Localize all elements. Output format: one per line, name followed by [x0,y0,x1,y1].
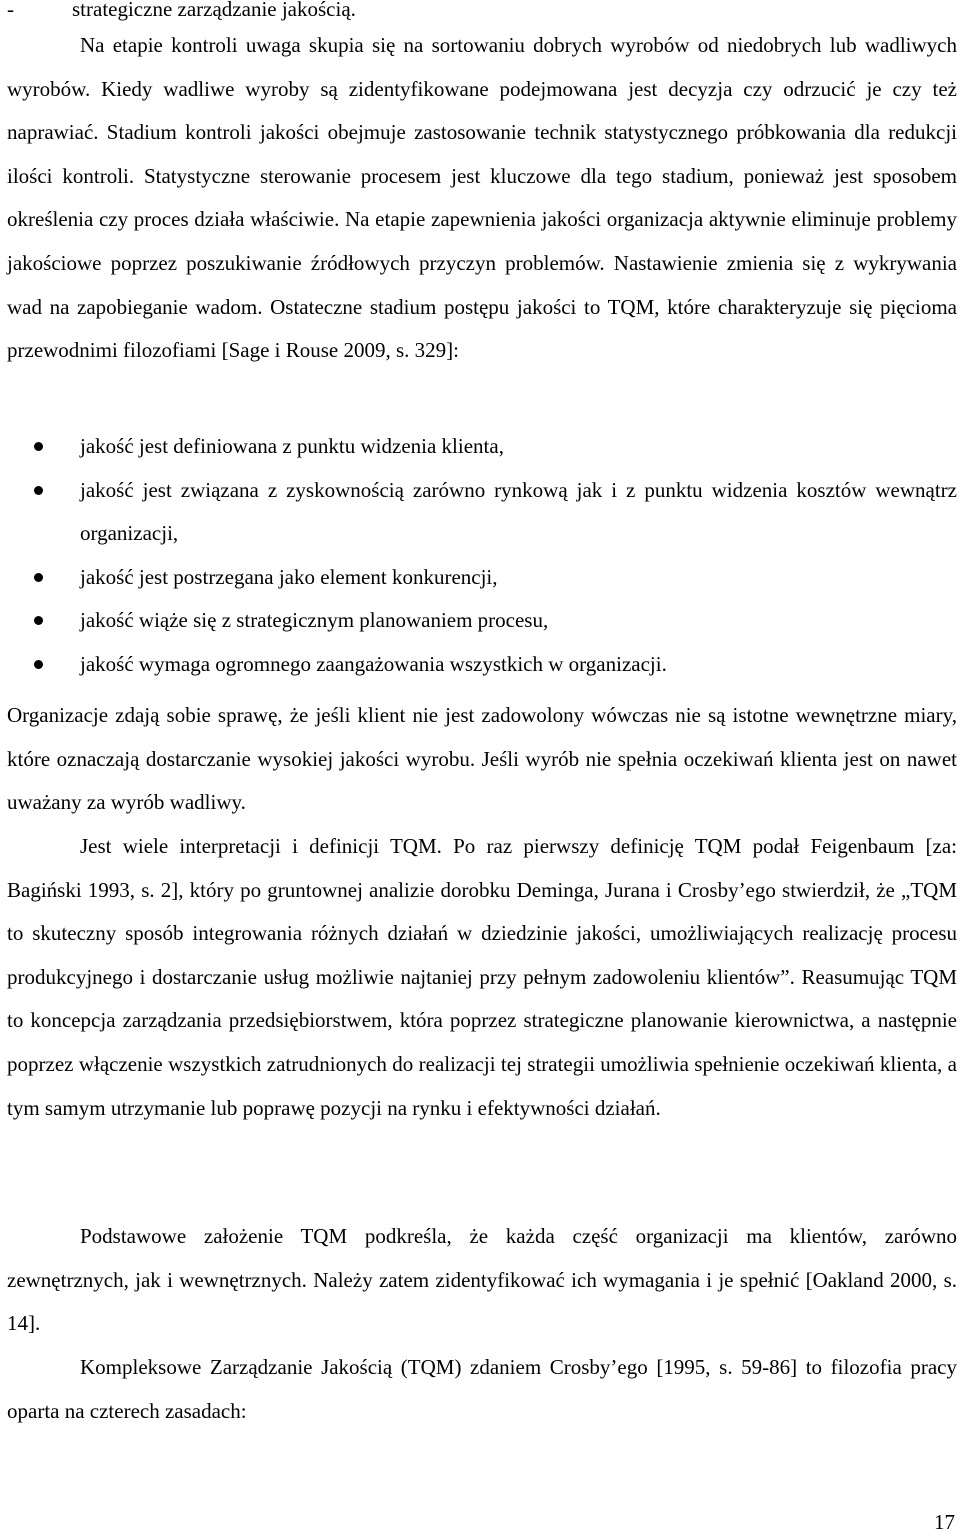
bullet-dot-icon [34,616,43,625]
bullet-item [0,469,957,556]
bullet-list-tqm-philosophies [0,425,957,687]
paragraph-quality-stages: Na etapie kontroli uwaga skupia się na sortowaniu dobrych wyrobów od niedobrych lub wadliwych wyrobów. Kiedy wadliwe wyroby są zidentyfikowane podejmowana jest decyzja czy odrzucić je czy też naprawiać. Stadium kontroli jakości obejmuje zastosowanie technik statystycznego próbkowania dla redukcji ilości kontroli. Statystyczne sterowanie procesem jest kluczowe dla tego stadium, ponieważ jest sposobem określenia czy proces działa właściwie. Na etapie zapewnienia jakości organizacja aktywnie eliminuje problemy jakościowe poprzez poszukiwanie źródłowych przyczyn problemów. Nastawienie zmienia się z wykrywania wad na zapobieganie wadom. Ostateczne stadium postępu jakości to TQM, które charakteryzuje się pięcioma przewodnimi filozofiami [Sage i Rouse 2009, s. 329]: [7,33,957,363]
dash-item-text: strategiczne zarządzanie jakością. [72,0,356,21]
paragraph-crosby-principles: Kompleksowe Zarządzanie Jakością (TQM) zdaniem Crosby’ego [1995, s. 59-86] to filozofia pracy oparta na czterech zasadach: [7,1355,957,1423]
page-number: 17 [934,1510,955,1534]
dash-marker: - [7,0,14,21]
bullet-item [0,599,957,643]
bullet-text: jakość jest postrzegana jako element konkurencji, [80,564,498,589]
bullet-item [0,556,957,600]
bullet-text: jakość wymaga ogromnego zaangażowania wszystkich w organizacji. [80,651,667,676]
paragraph-tqm-assumption: Podstawowe założenie TQM podkreśla, że każda część organizacji ma klientów, zarówno zewnętrznych, jak i wewnętrznych. Należy zatem zidentyfikować ich wymagania i je spełnić [Oakland 2000, s. 14]. [7,1224,957,1336]
paragraph-customer-satisfaction: Organizacje zdają sobie sprawę, że jeśli klient nie jest zadowolony wówczas nie są istotne wewnętrzne miary, które oznaczają dostarczanie wysokiej jakości wyrobu. Jeśli wyrób nie spełnia oczekiwań klienta jest on nawet uważany za wyrób wadliwy. [7,703,957,815]
bullet-text: jakość jest związana z zyskownością zarówno rynkową jak i z punktu widzenia kosztów wewnątrz organizacji, [80,477,957,546]
bullet-dot-icon [34,486,43,495]
bullet-text: jakość wiąże się z strategicznym planowaniem procesu, [80,608,549,633]
bullet-dot-icon [34,660,43,669]
dash-list-item [7,0,356,24]
bullet-text: jakość jest definiowana z punktu widzenia klienta, [80,434,504,458]
bullet-dot-icon [34,573,43,582]
paragraph-tqm-definitions: Jest wiele interpretacji i definicji TQM. Po raz pierwszy definicję TQM podał Feigenbaum [za: Bagiński 1993, s. 2], który po gruntownej analizie dorobku Deminga, Jurana i Crosby’ego stwierdził, że „TQM to skuteczny sposób integrowania różnych działań w dziedzinie jakości, umożliwiających realizację procesu produkcyjnego i dostarczanie usług możliwie najtaniej przy pełnym zadowoleniu klientów”. Reasumując TQM to koncepcja zarządzania przedsiębiorstwem, która poprzez strategiczne planowanie kierownictwa, a następnie poprzez włączenie wszystkich zatrudnionych do realizacji tej strategii umożliwia spełnienie oczekiwań klienta, a tym samym utrzymanie lub poprawę pozycji na rynku i efektywności działań. [7,834,957,1120]
bullet-item [0,425,957,469]
bullet-dot-icon [34,442,43,451]
bullet-item [0,643,957,687]
